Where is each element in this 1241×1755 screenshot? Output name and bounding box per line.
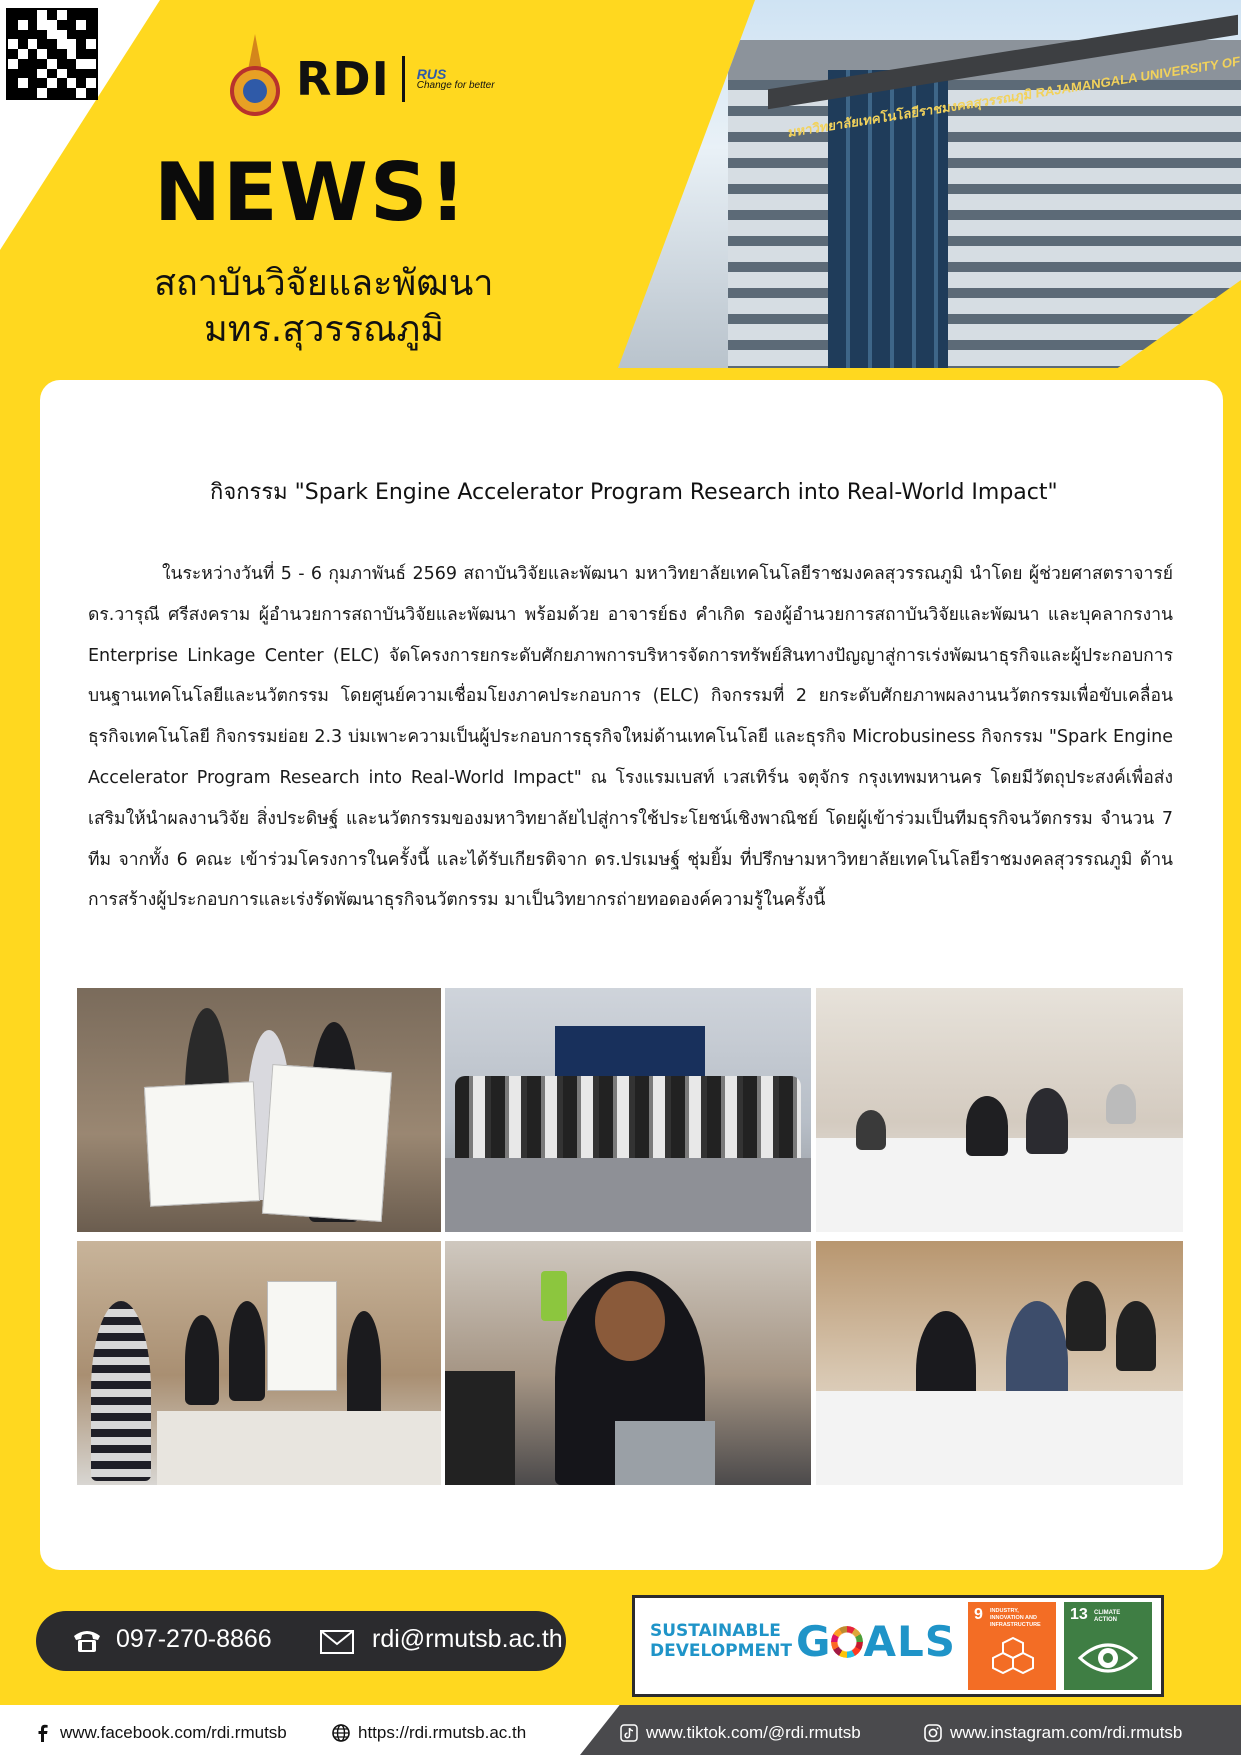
photo-workshop-flipchart[interactable] xyxy=(77,988,441,1232)
logo-row xyxy=(226,34,495,124)
mail-icon xyxy=(320,1630,354,1654)
sdg-goal-9-tile xyxy=(968,1602,1056,1690)
sdg-wordmark xyxy=(650,1621,792,1661)
article-body: ในระหว่างวันที่ 5 - 6 กุมภาพันธ์ 2569 สถาบันวิจัยและพัฒนา มหาวิทยาลัยเทคโนโลยีราชมงคลสุวรรณภูมิ นำโดย ผู้ช่วยศาสตราจารย์ ดร.วารุณี ศรีสงคราม ผู้อำนวยการสถาบันวิจัยและพัฒนา พร้อมด้วย อาจารย์ธง คำเกิด รองผู้อำนวยการสถาบันวิจัยและพัฒนา และบุคลากรงาน Enterprise Linkage Center (ELC) จัดโครงการยกระดับศักยภาพการบริหารจัดการทรัพย์สินทางปัญญาสู่การเร่งพัฒนาธุรกิจและผู้ประกอบการบนฐานเทคโนโลยีและนวัตกรรม โดยศูนย์ความเชื่อมโยงภาคประกอบการ (ELC) กิจกรรมที่ 2 ยกระดับศักยภาพผลงานนวัตกรรมเพื่อขับเคลื่อนธุรกิจเทคโนโลยี กิจกรรมย่อย 2.3 บ่มเพาะความเป็นผู้ประกอบการธุรกิจใหม่ด้านเทคโนโลยี และธุรกิจ Microbusiness กิจกรรม "Spark Engine Accelerator Program Research into Real-World Impact" ณ โรงแรมเบสท์ เวสเทิร์น จตุจักร กรุงเทพมหานคร โดยมีวัตถุประสงค์เพื่อส่งเสริมให้นำผลงานวิจัย สิ่งประดิษฐ์ และนวัตกรรมของมหาวิทยาลัยไปสู่การใช้ประโยชน์เชิงพาณิชย์ โดยผู้เข้าร่วมเป็นทีมธุรกิจนวัตกรรม จำนวน 7 ทีม จากทั้ง 6 คณะ เข้าร่วมโครงการในครั้งนี้ และได้รับเกียรติจาก ดร.ปรเมษฐ์ ชุ่มยิ้ม ที่ปรึกษามหาวิทยาลัยเทคโนโลยีราชมงคลสุวรรณภูมิ ด้านการสร้างผู้ประกอบการและเร่งรัดพัฒนาธุรกิจนวัตกรรม มาเป็นวิทยากรถ่ายทอดองค์ความรู้ในครั้งนี้ xyxy=(88,564,1173,911)
photo-participant-speaking[interactable] xyxy=(445,1241,811,1485)
photo-seminar-room[interactable] xyxy=(816,988,1183,1232)
tiktok-link[interactable] xyxy=(620,1723,861,1743)
sdg-goals-als: ALS xyxy=(863,1617,957,1666)
photo-presentation[interactable] xyxy=(77,1241,441,1485)
brand-name: RDI xyxy=(296,52,390,106)
sdg-line1: SUSTAINABLE xyxy=(650,1621,781,1641)
globe-icon xyxy=(332,1724,350,1742)
phone-icon xyxy=(72,1628,102,1654)
brand-sub-rus: RUS xyxy=(416,66,447,82)
article-title: กิจกรรม "Spark Engine Accelerator Program Research into Real-World Impact" xyxy=(210,480,1058,505)
facebook-link[interactable] xyxy=(34,1723,287,1743)
news-heading: NEWS! xyxy=(154,146,468,239)
instagram-icon xyxy=(924,1724,942,1742)
phone-number[interactable]: 097-270-8866 xyxy=(116,1625,272,1653)
sdg-goal-13-number: 13 xyxy=(1070,1606,1088,1623)
website-link[interactable] xyxy=(332,1723,526,1743)
tiktok-url: www.tiktok.com/@rdi.rmutsb xyxy=(646,1723,861,1742)
sdg-wheel-icon xyxy=(831,1626,863,1658)
sdg-goals-g: G xyxy=(796,1617,832,1666)
university-seal-icon xyxy=(226,34,284,124)
instagram-url: www.instagram.com/rdi.rmutsb xyxy=(950,1723,1183,1742)
photo-participants-laptop[interactable] xyxy=(816,1241,1183,1485)
org-name-line2: มทร.สุวรรณภูมิ xyxy=(204,309,444,350)
brand-sub xyxy=(417,67,495,91)
sdg-goal-9-label: INDUSTRY, INNOVATION AND INFRASTRUCTURE xyxy=(990,1608,1041,1628)
email-address[interactable]: rdi@rmutsb.ac.th xyxy=(372,1625,563,1653)
cubes-icon xyxy=(992,1636,1034,1682)
header-banner xyxy=(0,0,1241,380)
org-name-line1: สถาบันวิจัยและพัฒนา xyxy=(154,263,494,304)
header-yellow-wedge xyxy=(1101,280,1241,380)
brand-divider xyxy=(402,56,405,102)
brand-tagline: Change for better xyxy=(416,80,495,91)
photo-group[interactable] xyxy=(445,988,811,1232)
website-url: https://rdi.rmutsb.ac.th xyxy=(358,1723,527,1742)
facebook-icon xyxy=(34,1724,52,1742)
sdg-goals-wordmark xyxy=(796,1617,956,1666)
photo-gallery xyxy=(77,988,1183,1486)
sdg-goal-9-number: 9 xyxy=(974,1606,983,1623)
tiktok-icon xyxy=(620,1724,638,1742)
instagram-link[interactable] xyxy=(924,1723,1182,1743)
sdg-line2: DEVELOPMENT xyxy=(650,1641,792,1661)
sdg-goal-13-tile xyxy=(1064,1602,1152,1690)
sdg-goal-13-label: CLIMATE ACTION xyxy=(1094,1610,1121,1623)
facebook-url: www.facebook.com/rdi.rmutsb xyxy=(60,1723,287,1742)
qr-code[interactable] xyxy=(6,8,98,100)
eye-globe-icon xyxy=(1078,1640,1138,1676)
